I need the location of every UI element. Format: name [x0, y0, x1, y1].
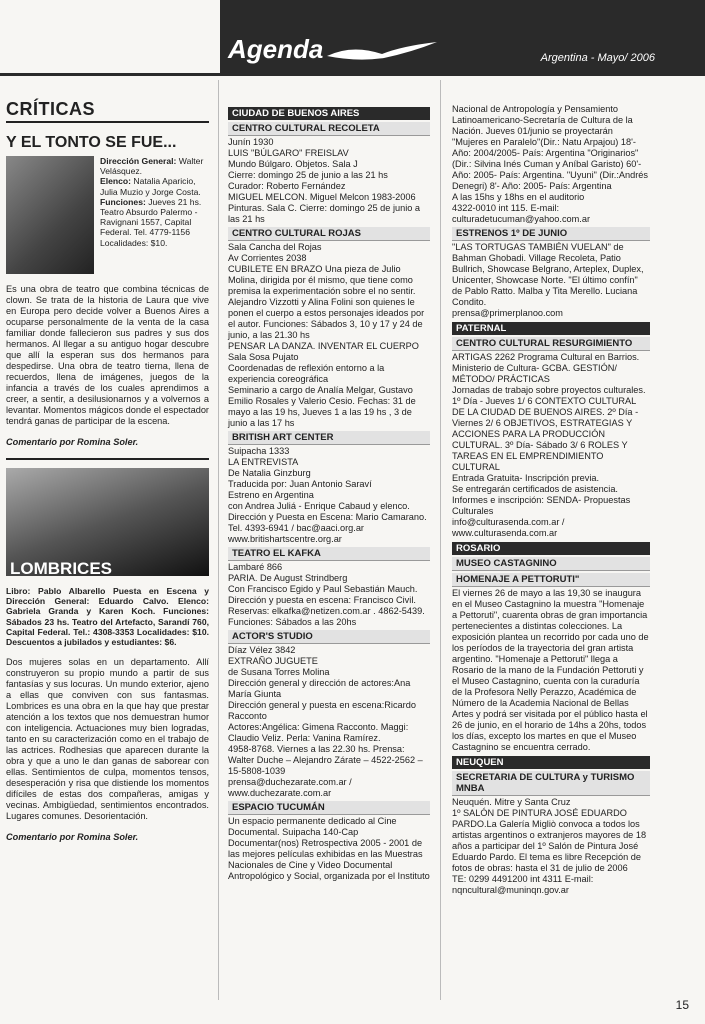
listing-text: Un espacio permanente dedicado al Cine Documental. Suipacha 140-Cap Documentar(nos) Retrospectiva 2005 - 2001 de las mejores películas exhibidas en las Muestras Nacionales de Cine y Video Documental Antropológico y Social, organizada por el Instituto: [228, 816, 430, 881]
listing-text: A las 15hs y 18hs en el auditorio: [452, 192, 585, 202]
column-divider: [440, 80, 441, 1000]
credit-label: Elenco:: [100, 176, 132, 187]
section-heading: ACTOR'S STUDIO: [228, 630, 430, 644]
listing-text: Seminario a cargo de Analía Melgar, Gustavo Emilio Rosales y Valerio Cesio. Fechas: 31 de mayo a las 19 hs, Jueves 1 a las 19 hs , 3 de junio a las 17 hs: [228, 385, 416, 428]
listing-text: Dirección general y puesta en escena:Ricardo Racconto: [228, 700, 416, 721]
listing-text: LA ENTREVISTA: [228, 457, 299, 467]
listing-text: Traducida por: Juan Antonio Saraví: [228, 479, 372, 489]
credit-line: [100, 156, 209, 176]
listing-text: Entrada Gratuita- Inscripción previa.: [452, 473, 600, 483]
listing-text: con Andrea Juliá - Enrique Cabaud y elenco. Dirección y Puesta en Escena: Mario Camarano.: [228, 501, 427, 522]
section-heading: HOMENAJE A PETTORUTI": [452, 573, 650, 587]
listing-text: www.duchezarate.com.ar: [228, 788, 332, 798]
listing-text: 4958-8768. Viernes a las 22.30 hs. Prensa: Walter Duche – Alejandro Zárate – 4522-2562 – 15-5808-1039: [228, 744, 423, 776]
listing-text: Díaz Vélez 3842: [228, 645, 296, 655]
article-credits-block: [6, 156, 209, 274]
listing-text: MIGUEL MELCON. Miguel Melcon 1983-2006: [228, 192, 416, 202]
section-heading: CENTRO CULTURAL RECOLETA: [228, 122, 430, 136]
listing-text: Mundo Búlgaro. Objetos. Sala J: [228, 159, 358, 169]
listing-text: Junín 1930: [228, 137, 274, 147]
credit-value: Jueves 21 hs. Teatro Absurdo Palermo - Ravignani 1557, Capital Federal. Tel. 4779-1156 Localidades: $10.: [100, 196, 202, 248]
listing-text: Sala Cancha del Rojas: [228, 242, 322, 252]
listings-column: [228, 104, 430, 882]
listing-text: prensa@primerplanoo.com: [452, 308, 563, 318]
section-heading: NEUQUEN: [452, 756, 650, 769]
listing-text: TE: 0299 4491200 int 4311 E-mail:: [452, 874, 594, 884]
listing-text: El viernes 26 de mayo a las 19,30 se inaugura en el Museo Castagnino la muestra "Homenaje a Pettoruti", cuarenta obras de gran importancia pertenecientes a distintas colecciones. La exposición plantea un recorrido por cada uno de los períodos de la trayectoria del gran artista argentino. "Homenaje a Pettoruti" llega a Rosario de la mano de la Fundación Pettoruti y el Museo Castagnino, cuenta con la curaduría de la Profesora Nelly Perazzo, Académica de Número de la Academia Nacional de Bellas Artes y podrá ser visitada por el público hasta el 26 de junio, en el horario de 14hs a 20hs, todos los días, excepto los martes en que el Museo Castagnino se encuentra cerrado.: [452, 588, 649, 752]
section-heading: CENTRO CULTURAL RESURGIMIENTO: [452, 337, 650, 351]
listing-text: Nacional de Antropología y Pensamiento Latinoamericano-Secretaría de Cultura de la Nación. Jueves 01/junio se proyectarán "Mujeres en Paralelo"(Dir.: Natu Arpajou) 18'- Año: 2004/2005- País: Argentina "Originarios" (Dir.: Silvina Inés Cuman y Aníbal Garisto) 60'-Año: 2005- País: Argentina. "Uyuni" (Dir.:Andrés Denegri) 8'- Año: 2005- País: Argentina: [452, 104, 648, 191]
agenda-title: Agenda: [228, 34, 324, 64]
listing-text: Suipacha 1333: [228, 446, 290, 456]
section-heading: ROSARIO: [452, 542, 650, 555]
listing-text: Lambaré 866: [228, 562, 283, 572]
listing-text: Se entregarán certificados de asistencia.: [452, 484, 618, 494]
credit-line: [100, 176, 209, 196]
listing-text: Curador: Roberto Fernández: [228, 181, 346, 191]
listing-text: Con Francisco Egido y Paul Sebastián Mauch. Dirección y puesta en escena: Francisco Civil.: [228, 584, 418, 605]
listing-text: www.culturasenda.com.ar: [452, 528, 558, 538]
listing-text: info@culturasenda.com.ar /: [452, 517, 565, 527]
page-number: 15: [675, 998, 689, 1012]
listing-text: Neuquén. Mitre y Santa Cruz: [452, 797, 571, 807]
listing-text: Coordenadas de reflexión entorno a la experiencia coreográfica: [228, 363, 385, 384]
credit-label: Funciones:: [100, 196, 146, 207]
listing-text: PENSAR LA DANZA. INVENTAR EL CUERPO Sala Sosa Pujato: [228, 341, 419, 362]
section-heading: PATERNAL: [452, 322, 650, 335]
listing-text: 4322-0010 int 115. E-mail:: [452, 203, 560, 213]
listing-text: "LAS TORTUGAS TAMBIÉN VUELAN" de Bahman Ghobadi. Village Recoleta, Patio Bullrich, Showcase Belgrano, Arteplex, Duplex, Unicenter, Showcase Norte. "El último confín" de Pablo Ratto. Malba y Tita Merello. Luciana Condito.: [452, 242, 644, 307]
listing-text: nqncultural@muninqn.gov.ar: [452, 885, 569, 895]
section-heading: TEATRO EL KAFKA: [228, 547, 430, 561]
lombrices-photo: [6, 468, 209, 576]
section-heading: ESTRENOS 1º DE JUNIO: [452, 227, 650, 241]
article-photo: [6, 156, 94, 274]
section-title: CRÍTICAS: [6, 99, 95, 119]
agenda-subtitle: Argentina - Mayo/ 2006: [540, 52, 655, 64]
listing-text: Reservas: elkafka@netizen.com.ar . 4862-5439. Funciones: Sábados a las 20hs: [228, 606, 425, 627]
listing-text: Pinturas. Sala C. Cierre: domingo 25 de junio a las 21 hs: [228, 203, 421, 224]
credit-line: [100, 197, 209, 248]
listing-text: EXTRAÑO JUGUETE: [228, 656, 318, 666]
listing-text: Actores:Angélica: Gimena Racconto. Maggi: Claudio Veliz. Perla: Vanina Ramírez.: [228, 722, 409, 743]
listing-text: PARIA. De August Strindberg: [228, 573, 348, 583]
column-divider: [218, 80, 219, 1000]
listing-text: LUIS "BÚLGARO" FREISLAV: [228, 148, 349, 158]
article-credits: [100, 156, 209, 274]
article-byline: Comentario por Romina Soler.: [6, 437, 139, 447]
listing-text: Av Corrientes 2038: [228, 253, 307, 263]
listing-text: Informes e inscripción: SENDA- Propuestas Culturales: [452, 495, 631, 516]
listing-text: ARTIGAS 2262 Programa Cultural en Barrios. Ministerio de Cultura- GCBA. GESTIÓN/ MÉTODO/ PRÁCTICAS: [452, 352, 640, 384]
article-rule: [6, 458, 209, 460]
section-heading: SECRETARIA DE CULTURA y TURISMO MNBA: [452, 771, 650, 796]
listing-text: CUBILETE EN BRAZO Una pieza de Julio Molina, dirigida por él mismo, que tiene como premisa la experimentación sobre el no sentir. Alejandro Vizzotti y Alina Folini son quienes le ponen el cuerpo a estos personajes ideados por el autor. Funciones: Sábados 3, 10 y 17 y 24 de junio, a las 21.30 hs: [228, 264, 425, 340]
listing-text: Tel. 4393-6941 / bac@aaci.org.ar: [228, 523, 364, 533]
article-body: Dos mujeres solas en un departamento. Allí construyeron su propio mundo a partir de sus fantasías y sus locuras. Un mundo exterior, ajeno a ellas que conviven con sus fantasmas. Lombrices es una obra en la que hay que prestar atención a los textos que nos demuestran humor con inteligencia. Actuaciones muy bien logradas, tanto en su caracterización como en el trabajo de las actrices. Rodhesias que aparecen durante la obra y que a uno le dan ganas de saborear con ellas. Sentimientos de culpa, momentos tensos, desesperación y risa que distiende los momentos difíciles de estas dos compañeras, amigas y vecinas. Ambigüedad, sentimientos encontrados. Lugares comunes. Desorientación.: [6, 657, 209, 822]
article-credits: Libro: Pablo Albarello Puesta en Escena y Dirección General: Eduardo Calvo. Elenco: Gabriela Granda y Karen Koch. Funciones: Sábados 23 hs. Teatro del Artefacto, Sarandí 760, Capital Federal. Tel.: 4308-3353 Localidades: $10. Descuentos a jubilados y estudiantes: $6.: [6, 586, 209, 648]
listing-text: Dirección general y dirección de actores:Ana María Giunta: [228, 678, 411, 699]
listings-column: [452, 104, 650, 896]
section-heading: CENTRO CULTURAL ROJAS: [228, 227, 430, 241]
bird-icon: [322, 40, 442, 64]
listing-text: culturadetucuman@yahoo.com.ar: [452, 214, 591, 224]
section-rule: [6, 121, 209, 123]
section-heading: CIUDAD DE BUENOS AIRES: [228, 107, 430, 120]
credit-value: Walter Velásquez.: [100, 156, 204, 177]
credit-label: Dirección General:: [100, 156, 177, 166]
listing-text: www.britishartscentre.org.ar: [228, 534, 342, 544]
listing-text: Cierre: domingo 25 de junio a las 21 hs: [228, 170, 388, 180]
listing-text: Estreno en Argentina: [228, 490, 314, 500]
listing-text: prensa@duchezarate.com.ar /: [228, 777, 352, 787]
section-heading: MUSEO CASTAGNINO: [452, 557, 650, 571]
listing-text: De Natalia Ginzburg: [228, 468, 311, 478]
article-byline: Comentario por Romina Soler.: [6, 832, 139, 843]
listing-text: Jornadas de trabajo sobre proyectos culturales. 1º Día - Jueves 1/ 6 CONTEXTO CULTURAL DE LA CIUDAD DE BUENOS AIRES. 2º Día - Viernes 2/ 6 OBJETIVOS, ESTRATEGIAS Y ACCIONES PARA LA PRODUCCIÓN CULTURAL. 3º Día- Sábado 3/ 6 ROLES Y TAREAS EN EL EMPRENDIMIENTO CULTURAL: [452, 385, 646, 472]
article-body: Es una obra de teatro que combina técnicas de clown. Se trata de la historia de Laura que vive en Europa pero decide volver a Buenos Aires a ocuparse personalmente de la venta de la casa familiar donde fallecieron sus padres y sus dos hermanos. Al llegar a su antiguo hogar descubre que allí la esperan sus dos hermanos para despedirse. Una obra de teatro tierna, llena de recuerdos, llena de imágenes, juegos de la infancia a través de los cuales aprendimos a creer, a sentir, a desilusionarnos y a volvernos a levantar. Momentos mágicos donde el espectador tendrá ganas de participar de la escena.: [6, 284, 209, 426]
credit-value: Natalia Aparicio, Julia Muzio y Jorge Costa.: [100, 176, 201, 197]
listing-text: 1º SALÓN DE PINTURA JOSÉ EDUARDO PARDO.La Galería Migliò convoca a todos los artistas argentinos o extranjeros mayores de 18 años a participar del 1º Salón de Pintura José Eduardo Pardo. El tema es libre Recepción de fotos de obras: hasta el 31 de julio de 2006: [452, 808, 647, 873]
photo-title: LOMBRICES: [10, 559, 112, 576]
section-heading: ESPACIO TUCUMÁN: [228, 801, 430, 815]
criticas-column: [6, 99, 209, 853]
article-title: Y EL TONTO SE FUE...: [6, 134, 177, 151]
header-rule: [0, 73, 220, 76]
section-heading: BRITISH ART CENTER: [228, 431, 430, 445]
listing-text: de Susana Torres Molina: [228, 667, 330, 677]
